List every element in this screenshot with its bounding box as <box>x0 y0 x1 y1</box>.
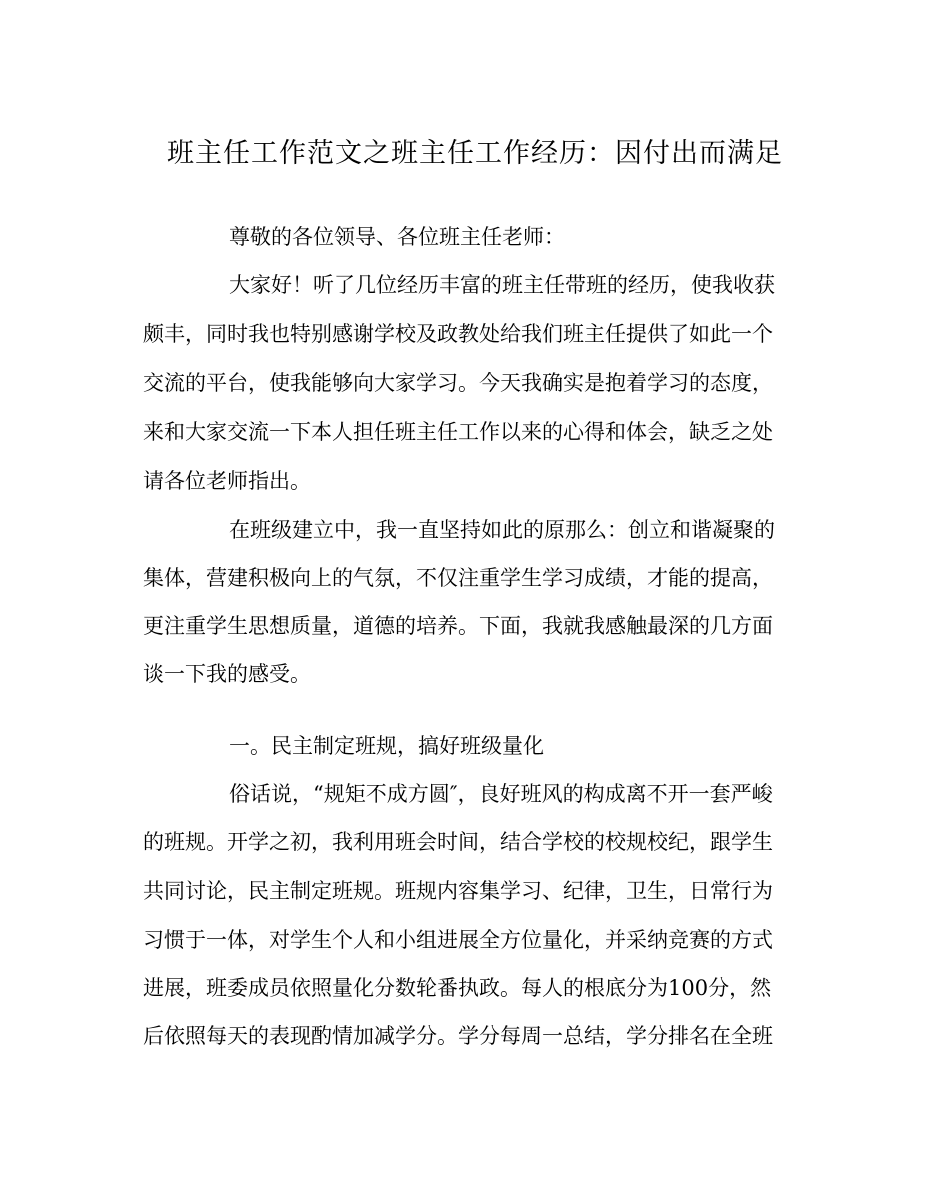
paragraph-line: 大家好！听了几位经历丰富的班主任带班的经历，使我收获 <box>229 273 775 297</box>
paragraph-line: 颇丰，同时我也特别感谢学校及政教处给我们班主任提供了如此一个 <box>143 322 773 346</box>
paragraph-line: 进展，班委成员依照量化分数轮番执政。每人的根底分为100分，然 <box>143 976 772 1000</box>
paragraph-line: 谈一下我的感受。 <box>143 662 311 686</box>
paragraph-line: 请各位老师指出。 <box>143 469 311 493</box>
paragraph-line: 更注重学生思想质量，道德的培养。下面，我就我感触最深的几方面 <box>143 614 773 638</box>
paragraph-line: 后依照每天的表现酌情加减学分。学分每周一总结，学分排名在全班 <box>143 1024 773 1048</box>
document-title: 班主任工作范文之班主任工作经历：因付出而满足 <box>167 138 783 169</box>
paragraph-line: 来和大家交流一下本人担任班主任工作以来的心得和体会，缺乏之处 <box>143 420 773 444</box>
section-heading: 一。民主制定班规，搞好班级量化 <box>229 734 544 758</box>
paragraph-line: 交流的平台，使我能够向大家学习。今天我确实是抱着学习的态度， <box>143 371 773 395</box>
paragraph-line: 在班级建立中，我一直坚持如此的原那么：创立和谐凝聚的 <box>229 518 775 542</box>
paragraph-line: 俗话说，“规矩不成方圆″，良好班风的构成离不开一套严峻 <box>229 782 773 806</box>
paragraph-line: 共同讨论，民主制定班规。班规内容集学习、纪律，卫生，日常行为 <box>143 879 773 903</box>
paragraph-line: 的班规。开学之初，我利用班会时间，结合学校的校规校纪，跟学生 <box>143 830 773 854</box>
paragraph-line: 集体，营建积极向上的气氛，不仅注重学生学习成绩，才能的提高， <box>143 566 773 590</box>
paragraph-line: 习惯于一体，对学生个人和小组进展全方位量化，并采纳竞赛的方式 <box>143 928 773 952</box>
salutation-line: 尊敬的各位领导、各位班主任老师： <box>229 225 565 249</box>
